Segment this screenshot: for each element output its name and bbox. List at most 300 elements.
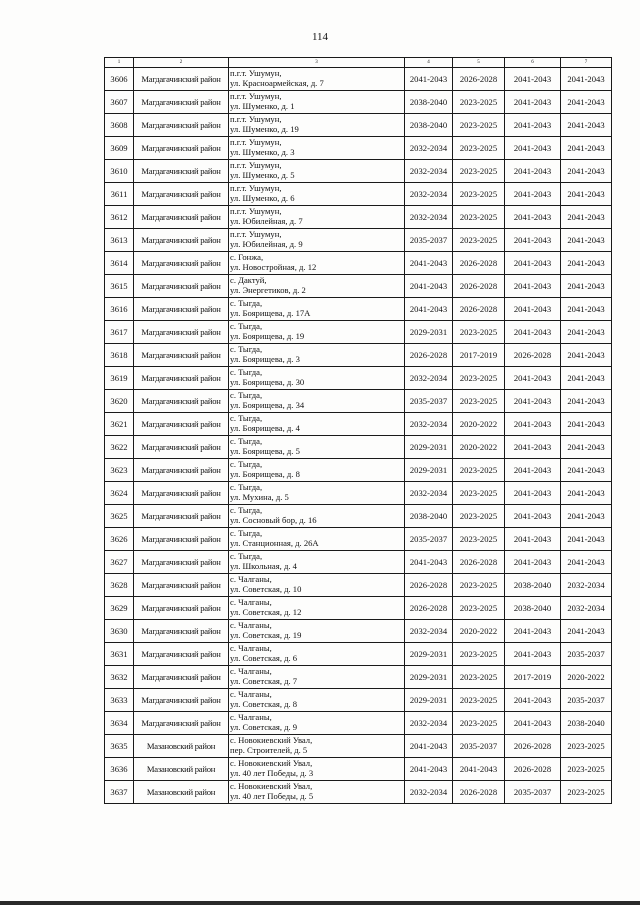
period-cell-col7: 2041-2043	[561, 551, 612, 574]
period-cell-col7: 2041-2043	[561, 114, 612, 137]
row-number-cell: 3629	[105, 597, 134, 620]
row-number-cell: 3609	[105, 137, 134, 160]
period-cell-col7: 2041-2043	[561, 68, 612, 91]
row-number-cell: 3614	[105, 252, 134, 275]
address-locality: с. Тыгда,	[230, 482, 263, 492]
district-cell: Магдагачинский район	[134, 643, 229, 666]
column-header: 6	[505, 58, 561, 68]
period-cell-col4: 2032-2034	[405, 183, 453, 206]
table-row	[105, 275, 612, 298]
row-number-cell: 3636	[105, 758, 134, 781]
address-cell	[229, 252, 405, 275]
district-cell: Магдагачинский район	[134, 367, 229, 390]
table-row	[105, 68, 612, 91]
period-cell-col6: 2041-2043	[505, 390, 561, 413]
address-cell	[229, 413, 405, 436]
row-number-cell: 3616	[105, 298, 134, 321]
period-cell-col7: 2041-2043	[561, 459, 612, 482]
district-cell: Магдагачинский район	[134, 68, 229, 91]
address-cell	[229, 206, 405, 229]
period-cell-col5: 2023-2025	[453, 114, 505, 137]
address-cell	[229, 551, 405, 574]
address-street: ул. 40 лет Победы, д. 5	[230, 791, 314, 801]
address-locality: с. Чалганы,	[230, 597, 272, 607]
table-row	[105, 183, 612, 206]
district-cell: Мазановский район	[134, 758, 229, 781]
period-cell-col7: 2041-2043	[561, 436, 612, 459]
period-cell-col5: 2023-2025	[453, 390, 505, 413]
period-cell-col4: 2032-2034	[405, 781, 453, 804]
period-cell-col6: 2041-2043	[505, 528, 561, 551]
column-header: 7	[561, 58, 612, 68]
period-cell-col4: 2029-2031	[405, 436, 453, 459]
period-cell-col4: 2038-2040	[405, 114, 453, 137]
district-cell: Магдагачинский район	[134, 482, 229, 505]
table-row	[105, 367, 612, 390]
address-locality: с. Новокиевский Увал,	[230, 758, 313, 768]
row-number-cell: 3632	[105, 666, 134, 689]
period-cell-col5: 2026-2028	[453, 252, 505, 275]
address-cell	[229, 344, 405, 367]
page-number: 114	[311, 31, 329, 43]
period-cell-col7: 2041-2043	[561, 620, 612, 643]
table-row	[105, 160, 612, 183]
address-locality: с. Чалганы,	[230, 712, 272, 722]
address-locality: п.г.т. Ушумун,	[230, 114, 282, 124]
district-cell: Магдагачинский район	[134, 597, 229, 620]
period-cell-col7: 2041-2043	[561, 206, 612, 229]
address-cell	[229, 390, 405, 413]
period-cell-col7: 2035-2037	[561, 689, 612, 712]
period-cell-col6: 2041-2043	[505, 229, 561, 252]
period-cell-col6: 2041-2043	[505, 183, 561, 206]
period-cell-col5: 2023-2025	[453, 321, 505, 344]
address-cell	[229, 229, 405, 252]
period-cell-col7: 2023-2025	[561, 735, 612, 758]
address-cell	[229, 620, 405, 643]
address-locality: п.г.т. Ушумун,	[230, 206, 282, 216]
address-locality: с. Тыгда,	[230, 298, 263, 308]
address-locality: с. Новокиевский Увал,	[230, 735, 313, 745]
row-number-cell: 3622	[105, 436, 134, 459]
district-cell: Магдагачинский район	[134, 551, 229, 574]
period-cell-col5: 2020-2022	[453, 436, 505, 459]
table-row	[105, 620, 612, 643]
district-cell: Магдагачинский район	[134, 252, 229, 275]
address-cell	[229, 712, 405, 735]
address-street: ул. Шуменко, д. 3	[230, 147, 295, 157]
address-cell	[229, 160, 405, 183]
address-locality: с. Тыгда,	[230, 390, 263, 400]
address-cell	[229, 528, 405, 551]
period-cell-col6: 2041-2043	[505, 91, 561, 114]
table-row	[105, 436, 612, 459]
address-street: ул. Шуменко, д. 6	[230, 193, 295, 203]
table-row	[105, 252, 612, 275]
address-street: ул. Боярищева, д. 30	[230, 377, 305, 387]
table-row	[105, 551, 612, 574]
row-number-cell: 3613	[105, 229, 134, 252]
period-cell-col6: 2041-2043	[505, 114, 561, 137]
period-cell-col4: 2041-2043	[405, 252, 453, 275]
district-cell: Магдагачинский район	[134, 114, 229, 137]
address-street: ул. Советская, д. 12	[230, 607, 302, 617]
address-cell	[229, 505, 405, 528]
address-street: ул. Советская, д. 10	[230, 584, 302, 594]
table-row	[105, 390, 612, 413]
table-row	[105, 321, 612, 344]
table-row	[105, 574, 612, 597]
period-cell-col7: 2041-2043	[561, 137, 612, 160]
period-cell-col6: 2017-2019	[505, 666, 561, 689]
address-cell	[229, 597, 405, 620]
address-street: ул. 40 лет Победы, д. 3	[230, 768, 314, 778]
table-row	[105, 229, 612, 252]
table-row	[105, 735, 612, 758]
address-cell	[229, 436, 405, 459]
period-cell-col4: 2035-2037	[405, 390, 453, 413]
row-number-cell: 3628	[105, 574, 134, 597]
district-cell: Магдагачинский район	[134, 413, 229, 436]
address-street: ул. Боярищева, д. 3	[230, 354, 300, 364]
address-cell	[229, 298, 405, 321]
period-cell-col6: 2041-2043	[505, 298, 561, 321]
period-cell-col5: 2023-2025	[453, 574, 505, 597]
address-cell	[229, 574, 405, 597]
address-locality: с. Тыгда,	[230, 528, 263, 538]
period-cell-col4: 2032-2034	[405, 712, 453, 735]
table-row	[105, 344, 612, 367]
period-cell-col4: 2038-2040	[405, 505, 453, 528]
address-street: ул. Шуменко, д. 1	[230, 101, 295, 111]
column-header: 3	[229, 58, 405, 68]
column-header: 1	[105, 58, 134, 68]
period-cell-col4: 2029-2031	[405, 643, 453, 666]
district-cell: Магдагачинский район	[134, 229, 229, 252]
period-cell-col7: 2041-2043	[561, 367, 612, 390]
address-cell	[229, 367, 405, 390]
period-cell-col4: 2026-2028	[405, 574, 453, 597]
table-row	[105, 781, 612, 804]
district-cell: Магдагачинский район	[134, 137, 229, 160]
address-street: ул. Советская, д. 6	[230, 653, 298, 663]
address-street: ул. Советская, д. 9	[230, 722, 298, 732]
period-cell-col7: 2041-2043	[561, 160, 612, 183]
period-cell-col4: 2032-2034	[405, 482, 453, 505]
district-cell: Магдагачинский район	[134, 206, 229, 229]
row-number-cell: 3619	[105, 367, 134, 390]
address-cell	[229, 666, 405, 689]
district-cell: Магдагачинский район	[134, 160, 229, 183]
period-cell-col4: 2029-2031	[405, 459, 453, 482]
column-header: 4	[405, 58, 453, 68]
table-row	[105, 298, 612, 321]
table-row	[105, 643, 612, 666]
address-street: ул. Юбилейная, д. 7	[230, 216, 303, 226]
row-number-cell: 3627	[105, 551, 134, 574]
period-cell-col4: 2029-2031	[405, 321, 453, 344]
period-cell-col4: 2041-2043	[405, 735, 453, 758]
period-cell-col7: 2041-2043	[561, 91, 612, 114]
address-street: пер. Строителей, д. 5	[230, 745, 308, 755]
period-cell-col5: 2023-2025	[453, 689, 505, 712]
table-row	[105, 666, 612, 689]
address-locality: с. Новокиевский Увал,	[230, 781, 313, 791]
address-locality: с. Тыгда,	[230, 321, 263, 331]
period-cell-col5: 2026-2028	[453, 298, 505, 321]
row-number-cell: 3620	[105, 390, 134, 413]
period-cell-col6: 2041-2043	[505, 252, 561, 275]
period-cell-col6: 2041-2043	[505, 459, 561, 482]
address-street: ул. Сосновый бор, д. 16	[230, 515, 317, 525]
period-cell-col5: 2023-2025	[453, 505, 505, 528]
address-locality: с. Дактуй,	[230, 275, 267, 285]
address-street: ул. Новостройная, д. 12	[230, 262, 317, 272]
district-cell: Магдагачинский район	[134, 459, 229, 482]
address-locality: п.г.т. Ушумун,	[230, 137, 282, 147]
period-cell-col5: 2023-2025	[453, 666, 505, 689]
address-locality: с. Чалганы,	[230, 620, 272, 630]
period-cell-col6: 2041-2043	[505, 689, 561, 712]
period-cell-col6: 2041-2043	[505, 413, 561, 436]
district-cell: Магдагачинский район	[134, 91, 229, 114]
district-cell: Магдагачинский район	[134, 620, 229, 643]
period-cell-col7: 2041-2043	[561, 252, 612, 275]
period-cell-col4: 2041-2043	[405, 758, 453, 781]
period-cell-col5: 2023-2025	[453, 206, 505, 229]
address-locality: с. Тыгда,	[230, 551, 263, 561]
period-cell-col6: 2041-2043	[505, 160, 561, 183]
period-cell-col4: 2026-2028	[405, 597, 453, 620]
period-cell-col7: 2041-2043	[561, 390, 612, 413]
period-cell-col5: 2026-2028	[453, 781, 505, 804]
period-cell-col4: 2029-2031	[405, 666, 453, 689]
table-row	[105, 758, 612, 781]
address-street: ул. Советская, д. 19	[230, 630, 302, 640]
address-locality: с. Тыгда,	[230, 459, 263, 469]
period-cell-col7: 2041-2043	[561, 482, 612, 505]
table-body	[105, 68, 612, 804]
row-number-cell: 3617	[105, 321, 134, 344]
row-number-cell: 3633	[105, 689, 134, 712]
period-cell-col4: 2032-2034	[405, 367, 453, 390]
address-street: ул. Красноармейская, д. 7	[230, 78, 324, 88]
period-cell-col5: 2023-2025	[453, 712, 505, 735]
address-locality: п.г.т. Ушумун,	[230, 91, 282, 101]
scan-bottom-edge	[0, 901, 640, 905]
period-cell-col6: 2041-2043	[505, 367, 561, 390]
period-cell-col5: 2023-2025	[453, 137, 505, 160]
address-cell	[229, 459, 405, 482]
row-number-cell: 3630	[105, 620, 134, 643]
row-number-cell: 3631	[105, 643, 134, 666]
address-cell	[229, 758, 405, 781]
address-street: ул. Советская, д. 7	[230, 676, 298, 686]
period-cell-col6: 2026-2028	[505, 758, 561, 781]
data-table	[104, 57, 612, 804]
period-cell-col6: 2041-2043	[505, 68, 561, 91]
address-street: ул. Боярищева, д. 4	[230, 423, 300, 433]
district-cell: Магдагачинский район	[134, 275, 229, 298]
period-cell-col4: 2035-2037	[405, 528, 453, 551]
table-row	[105, 91, 612, 114]
address-locality: с. Тыгда,	[230, 367, 263, 377]
table-row	[105, 597, 612, 620]
period-cell-col7: 2023-2025	[561, 781, 612, 804]
table-row	[105, 413, 612, 436]
row-number-cell: 3608	[105, 114, 134, 137]
period-cell-col6: 2035-2037	[505, 781, 561, 804]
district-cell: Магдагачинский район	[134, 574, 229, 597]
row-number-cell: 3635	[105, 735, 134, 758]
period-cell-col5: 2035-2037	[453, 735, 505, 758]
table-row	[105, 482, 612, 505]
period-cell-col7: 2035-2037	[561, 643, 612, 666]
address-street: ул. Энергетиков, д. 2	[230, 285, 306, 295]
period-cell-col5: 2023-2025	[453, 229, 505, 252]
period-cell-col6: 2041-2043	[505, 206, 561, 229]
address-cell	[229, 91, 405, 114]
period-cell-col6: 2041-2043	[505, 551, 561, 574]
address-cell	[229, 321, 405, 344]
period-cell-col6: 2038-2040	[505, 597, 561, 620]
district-cell: Мазановский район	[134, 781, 229, 804]
district-cell: Магдагачинский район	[134, 390, 229, 413]
address-locality: с. Чалганы,	[230, 574, 272, 584]
address-street: ул. Юбилейная, д. 9	[230, 239, 303, 249]
period-cell-col5: 2023-2025	[453, 459, 505, 482]
row-number-cell: 3621	[105, 413, 134, 436]
table-row	[105, 137, 612, 160]
period-cell-col5: 2020-2022	[453, 413, 505, 436]
row-number-cell: 3626	[105, 528, 134, 551]
period-cell-col5: 2023-2025	[453, 367, 505, 390]
period-cell-col6: 2041-2043	[505, 482, 561, 505]
table-row	[105, 689, 612, 712]
address-street: ул. Мухина, д. 5	[230, 492, 289, 502]
address-street: ул. Советская, д. 8	[230, 699, 298, 709]
period-cell-col6: 2041-2043	[505, 436, 561, 459]
period-cell-col4: 2029-2031	[405, 689, 453, 712]
period-cell-col4: 2041-2043	[405, 551, 453, 574]
address-cell	[229, 735, 405, 758]
period-cell-col6: 2041-2043	[505, 275, 561, 298]
period-cell-col5: 2017-2019	[453, 344, 505, 367]
district-cell: Магдагачинский район	[134, 712, 229, 735]
address-street: ул. Станционная, д. 26А	[230, 538, 319, 548]
period-cell-col5: 2023-2025	[453, 91, 505, 114]
period-cell-col6: 2041-2043	[505, 505, 561, 528]
period-cell-col5: 2026-2028	[453, 275, 505, 298]
address-locality: п.г.т. Ушумун,	[230, 229, 282, 239]
period-cell-col5: 2026-2028	[453, 551, 505, 574]
period-cell-col6: 2041-2043	[505, 137, 561, 160]
row-number-cell: 3611	[105, 183, 134, 206]
address-locality: п.г.т. Ушумун,	[230, 183, 282, 193]
period-cell-col7: 2023-2025	[561, 758, 612, 781]
address-street: ул. Боярищева, д. 8	[230, 469, 300, 479]
table-row	[105, 528, 612, 551]
table-header-row	[105, 58, 612, 68]
period-cell-col7: 2038-2040	[561, 712, 612, 735]
row-number-cell: 3637	[105, 781, 134, 804]
address-street: ул. Боярищева, д. 19	[230, 331, 305, 341]
period-cell-col4: 2041-2043	[405, 68, 453, 91]
period-cell-col7: 2041-2043	[561, 229, 612, 252]
period-cell-col5: 2023-2025	[453, 482, 505, 505]
period-cell-col5: 2023-2025	[453, 597, 505, 620]
period-cell-col7: 2032-2034	[561, 597, 612, 620]
district-cell: Магдагачинский район	[134, 183, 229, 206]
period-cell-col7: 2041-2043	[561, 183, 612, 206]
period-cell-col5: 2020-2022	[453, 620, 505, 643]
address-street: ул. Боярищева, д. 17А	[230, 308, 311, 318]
period-cell-col4: 2026-2028	[405, 344, 453, 367]
period-cell-col6: 2026-2028	[505, 344, 561, 367]
period-cell-col6: 2026-2028	[505, 735, 561, 758]
period-cell-col4: 2041-2043	[405, 298, 453, 321]
district-cell: Магдагачинский район	[134, 528, 229, 551]
row-number-cell: 3624	[105, 482, 134, 505]
period-cell-col4: 2032-2034	[405, 413, 453, 436]
address-cell	[229, 68, 405, 91]
address-locality: п.г.т. Ушумун,	[230, 68, 282, 78]
period-cell-col7: 2041-2043	[561, 413, 612, 436]
period-cell-col5: 2026-2028	[453, 68, 505, 91]
address-cell	[229, 114, 405, 137]
district-cell: Магдагачинский район	[134, 344, 229, 367]
period-cell-col7: 2041-2043	[561, 344, 612, 367]
row-number-cell: 3625	[105, 505, 134, 528]
period-cell-col5: 2023-2025	[453, 643, 505, 666]
period-cell-col7: 2041-2043	[561, 528, 612, 551]
period-cell-col7: 2041-2043	[561, 275, 612, 298]
period-cell-col7: 2041-2043	[561, 298, 612, 321]
address-street: ул. Шуменко, д. 5	[230, 170, 295, 180]
table-row	[105, 712, 612, 735]
address-cell	[229, 643, 405, 666]
address-street: ул. Боярищева, д. 5	[230, 446, 300, 456]
period-cell-col5: 2023-2025	[453, 160, 505, 183]
address-locality: с. Чалганы,	[230, 666, 272, 676]
district-cell: Магдагачинский район	[134, 505, 229, 528]
address-locality: п.г.т. Ушумун,	[230, 160, 282, 170]
period-cell-col4: 2032-2034	[405, 620, 453, 643]
row-number-cell: 3634	[105, 712, 134, 735]
period-cell-col4: 2035-2037	[405, 229, 453, 252]
address-cell	[229, 781, 405, 804]
period-cell-col6: 2041-2043	[505, 620, 561, 643]
address-cell	[229, 137, 405, 160]
address-cell	[229, 482, 405, 505]
address-street: ул. Шуменко, д. 19	[230, 124, 299, 134]
period-cell-col7: 2020-2022	[561, 666, 612, 689]
table-row	[105, 114, 612, 137]
period-cell-col5: 2041-2043	[453, 758, 505, 781]
period-cell-col6: 2038-2040	[505, 574, 561, 597]
address-locality: с. Тыгда,	[230, 344, 263, 354]
period-cell-col6: 2041-2043	[505, 321, 561, 344]
address-locality: с. Тыгда,	[230, 413, 263, 423]
column-header: 5	[453, 58, 505, 68]
column-header: 2	[134, 58, 229, 68]
address-locality: с. Гонжа,	[230, 252, 264, 262]
period-cell-col4: 2032-2034	[405, 206, 453, 229]
district-cell: Магдагачинский район	[134, 436, 229, 459]
row-number-cell: 3610	[105, 160, 134, 183]
row-number-cell: 3615	[105, 275, 134, 298]
row-number-cell: 3612	[105, 206, 134, 229]
